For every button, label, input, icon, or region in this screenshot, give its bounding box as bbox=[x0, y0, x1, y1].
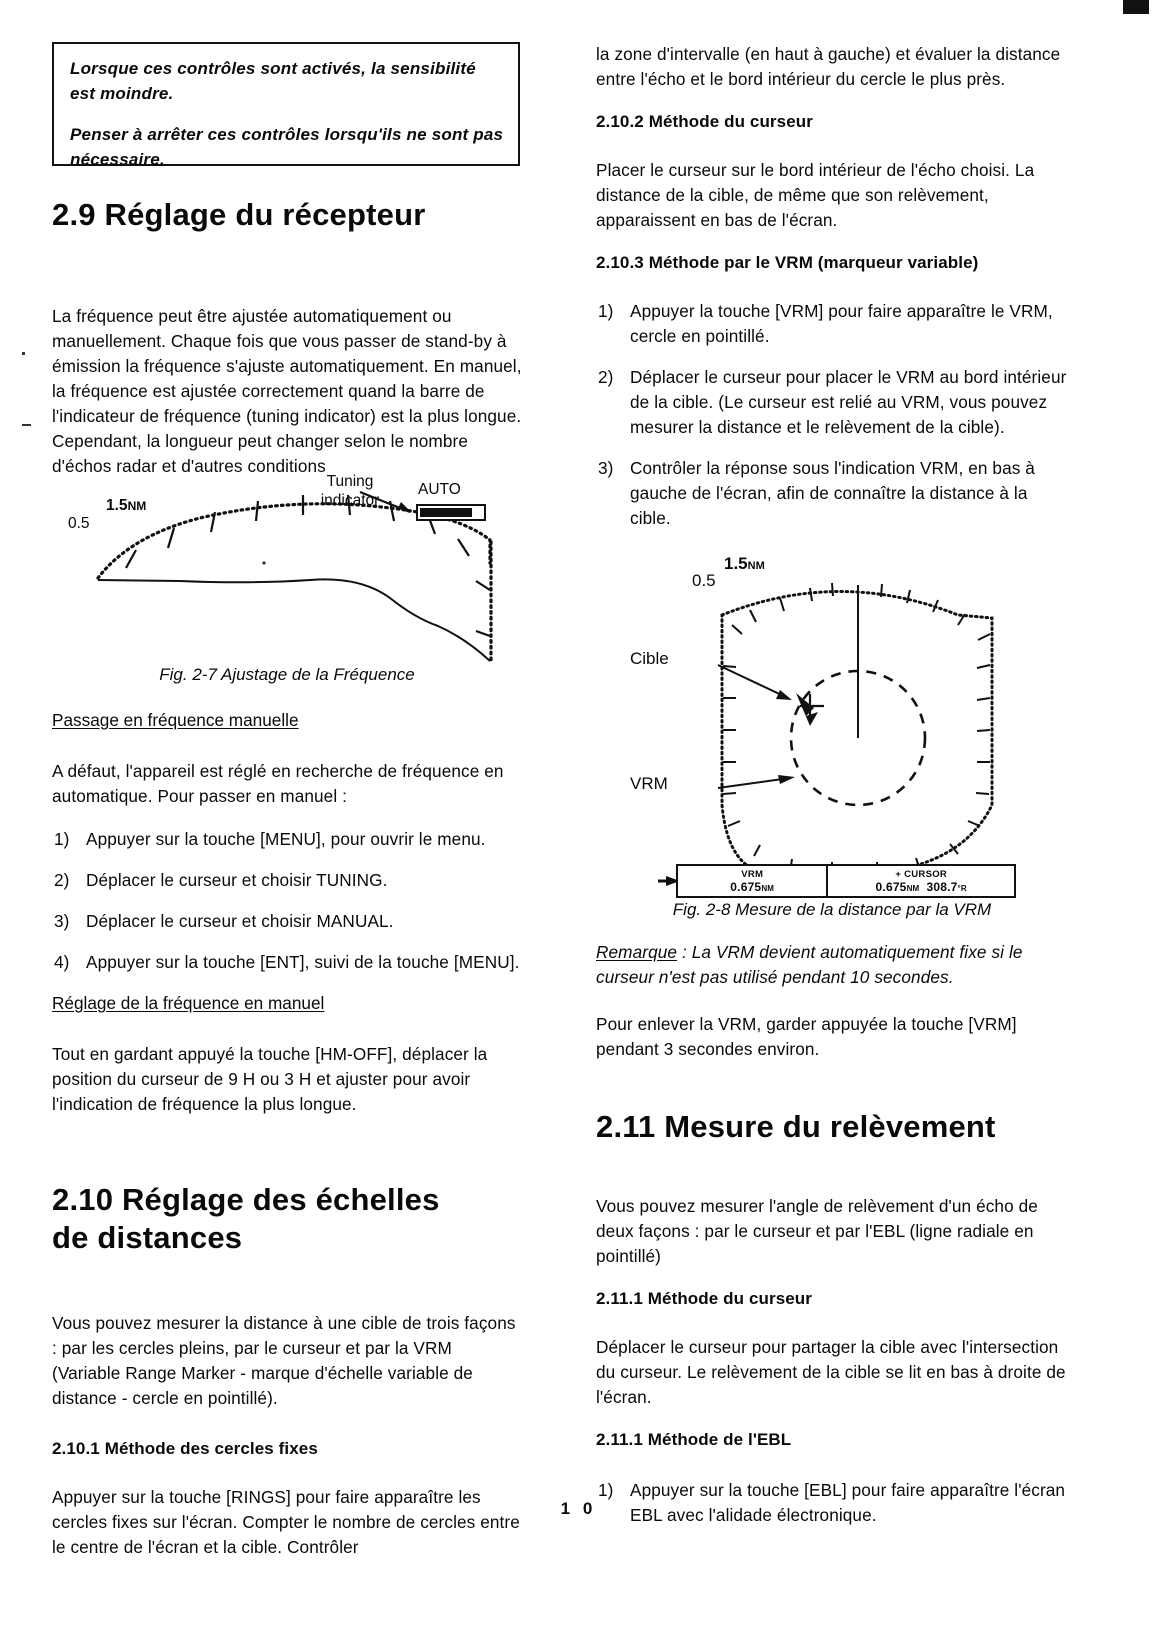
left-column-lower bbox=[52, 708, 522, 1578]
continuation-paragraph: la zone d'intervalle (en haut à gauche) et évaluer la distance entre l'écho et le bord intérieur du cercle le plus près. bbox=[596, 44, 1061, 89]
fig-2-8-label-cible: Cible bbox=[630, 649, 669, 668]
scan-speck-left-upper bbox=[22, 352, 25, 355]
vrm-distance-unit: NM bbox=[761, 883, 775, 893]
cursor-bearing-unit: °R bbox=[957, 883, 967, 893]
list-text: Appuyer sur la touche [MENU], pour ouvrir le menu. bbox=[86, 829, 486, 849]
figure-2-7-caption: Fig. 2-7 Ajustage de la Fréquence bbox=[159, 665, 415, 684]
list-item bbox=[596, 456, 1068, 531]
list-marker: 4) bbox=[54, 952, 70, 972]
vrm-readout-header: VRM bbox=[741, 868, 764, 880]
left-column bbox=[52, 196, 522, 497]
list-marker: 2) bbox=[54, 870, 70, 890]
subsection-2-10-1-text: Appuyer sur la touche [RINGS] pour faire apparaître les cercles fixes sur l'écran. Compter le nombre de cercles entre le centre de l'écran et la cible. Contrôler bbox=[52, 1487, 520, 1557]
fig-2-8-label-range bbox=[724, 553, 765, 577]
fig-2-8-range-value: 1.5 bbox=[724, 554, 748, 573]
list-marker: 2) bbox=[598, 367, 614, 387]
right-column bbox=[596, 42, 1068, 547]
subsection-2-10-2-text: Placer le curseur sur le bord intérieur de l'écho choisi. La distance de la cible, de même que son relèvement, apparaissent en bas de l'écran. bbox=[596, 160, 1035, 230]
remark-text: : La VRM devient automatiquement fixe si le curseur n'est pas utilisé pendant 10 secondes. bbox=[596, 942, 1023, 987]
right-column-lower bbox=[596, 940, 1074, 1544]
vrm-readout-value bbox=[678, 881, 826, 895]
list-item bbox=[52, 868, 522, 893]
cursor-readout-header: + CURSOR bbox=[895, 868, 948, 880]
cursor-readout-value bbox=[828, 881, 1014, 895]
list-text: Contrôler la réponse sous l'indication VRM, en bas à gauche de l'écran, afin de connaître la distance à la cible. bbox=[630, 458, 1035, 528]
list-text: Appuyer la touche [VRM] pour faire apparaître le VRM, cercle en pointillé. bbox=[630, 301, 1053, 346]
remove-vrm-paragraph: Pour enlever la VRM, garder appuyée la touche [VRM] pendant 3 secondes environ. bbox=[596, 1014, 1017, 1059]
manual-switch-intro: A défaut, l'appareil est réglé en recherche de fréquence en automatique. Pour passer en manuel : bbox=[52, 761, 504, 806]
fig-2-7-label-0-5: 0.5 bbox=[68, 515, 90, 532]
section-2-10-heading-line1: 2.10 Réglage des échelles bbox=[52, 1182, 440, 1217]
section-2-10-heading-line2: de distances bbox=[52, 1220, 243, 1255]
figure-2-8-caption-wrap bbox=[596, 898, 1068, 922]
section-2-11-intro: Vous pouvez mesurer l'angle de relèvement d'un écho de deux façons : par le curseur et par l'EBL (ligne radiale en pointillé) bbox=[596, 1196, 1038, 1266]
cursor-bearing-number: 308.7 bbox=[926, 879, 958, 894]
fig-2-7-label-tuning-indicator: Tuning indicator bbox=[320, 473, 380, 509]
list-text: Déplacer le curseur pour placer le VRM au bord intérieur de la cible. (Le curseur est relié au VRM, vous pouvez mesurer la distance et le relèvement de la cible). bbox=[630, 367, 1067, 437]
subsection-2-11-1-heading: 2.11.1 Méthode du curseur bbox=[596, 1289, 813, 1308]
vrm-step-list bbox=[596, 299, 1068, 531]
page-number: 1 0 bbox=[560, 1499, 597, 1518]
radar-readout-box bbox=[676, 864, 1016, 898]
scan-corner-artifact bbox=[1123, 0, 1149, 14]
list-marker: 3) bbox=[54, 911, 70, 931]
figure-2-7-caption-wrap bbox=[52, 663, 522, 687]
list-item bbox=[596, 365, 1068, 440]
list-text: Déplacer le curseur et choisir TUNING. bbox=[86, 870, 388, 890]
subsection-2-10-3-heading: 2.10.3 Méthode par le VRM (marqueur variable) bbox=[596, 253, 979, 272]
fig-2-8-label-0-5: 0.5 bbox=[692, 571, 716, 590]
cursor-distance-number: 0.675 bbox=[875, 879, 907, 894]
cursor-readout-cell bbox=[828, 866, 1014, 896]
figure-2-8-caption: Fig. 2-8 Mesure de la distance par la VRM bbox=[672, 900, 992, 919]
list-marker: 1) bbox=[54, 829, 70, 849]
section-2-9-heading: 2.9 Réglage du récepteur bbox=[52, 197, 426, 232]
fig-2-7-label-range bbox=[106, 496, 146, 516]
figure-2-7 bbox=[60, 468, 530, 673]
manual-switch-step-list bbox=[52, 827, 522, 975]
fig-2-7-range-unit: NM bbox=[127, 499, 147, 513]
list-marker: 1) bbox=[598, 1480, 614, 1500]
list-item bbox=[52, 827, 522, 852]
radar-screen-graphic bbox=[620, 530, 1060, 890]
remark-paragraph bbox=[596, 940, 1074, 990]
list-item bbox=[52, 909, 522, 934]
subsection-2-10-2-heading: 2.10.2 Méthode du curseur bbox=[596, 112, 813, 131]
section-2-9-intro: La fréquence peut être ajustée automatiquement ou manuellement. Chaque fois que vous passer de stand-by à émission la fréquence s'ajuste automatiquement. En manuel, la fréquence est ajustée correctement quand la barre de l'indicateur de fréquence (tuning indicator) est la plus longue. Cependant, la longueur peut changer selon le nombre d'échos radar et d'autres conditions bbox=[52, 306, 522, 476]
fig-2-8-range-unit: NM bbox=[747, 560, 765, 572]
subhead-reglage-frequence-manuel: Réglage de la fréquence en manuel bbox=[52, 993, 325, 1013]
fig-2-7-label-auto: AUTO bbox=[418, 481, 461, 498]
fig-2-7-range-value: 1.5 bbox=[106, 497, 128, 514]
warning-line-2: Penser à arrêter ces contrôles lorsqu'ils ne sont pas nécessaire. bbox=[70, 125, 504, 169]
figure-2-8 bbox=[620, 530, 1060, 894]
list-text: Appuyer sur la touche [EBL] pour faire apparaître l'écran EBL avec l'alidade électronique. bbox=[630, 1480, 1066, 1525]
warning-box bbox=[52, 42, 520, 169]
list-text: Appuyer sur la touche [ENT], suivi de la touche [MENU]. bbox=[86, 952, 520, 972]
subsection-2-10-1-heading: 2.10.1 Méthode des cercles fixes bbox=[52, 1439, 318, 1458]
section-2-11-heading: 2.11 Mesure du relèvement bbox=[596, 1109, 996, 1144]
remark-label: Remarque bbox=[596, 942, 678, 962]
vrm-readout-cell bbox=[678, 866, 828, 896]
list-item bbox=[596, 299, 1068, 349]
manual-tuning-paragraph: Tout en gardant appuyé la touche [HM-OFF], déplacer la position du curseur de 9 H ou 3 H et ajuster pour avoir l'indication de fréquence la plus longue. bbox=[52, 1044, 488, 1114]
section-2-10-intro: Vous pouvez mesurer la distance à une cible de trois façons : par les cercles pleins, par le curseur et par la VRM (Variable Range Marker - marque d'échelle variable de distance - cercle en pointillé). bbox=[52, 1313, 516, 1408]
scan-speck-left-lower bbox=[22, 424, 31, 426]
vrm-distance-number: 0.675 bbox=[730, 879, 762, 894]
list-item bbox=[52, 950, 522, 975]
warning-line-1: Lorsque ces contrôles sont activés, la sensibilité est moindre. bbox=[70, 59, 476, 103]
subsection-2-11-1b-heading: 2.11.1 Méthode de l'EBL bbox=[596, 1430, 792, 1449]
list-marker: 3) bbox=[598, 458, 614, 478]
subsection-2-11-1-text: Déplacer le curseur pour partager la cible avec l'intersection du curseur. Le relèvement de la cible se lit en bas à droite de l'écran. bbox=[596, 1337, 1066, 1407]
subhead-passage-frequence-manuelle: Passage en fréquence manuelle bbox=[52, 710, 299, 730]
fig-2-8-label-vrm: VRM bbox=[630, 774, 668, 793]
list-text: Déplacer le curseur et choisir MANUAL. bbox=[86, 911, 394, 931]
cursor-distance-unit: NM bbox=[906, 883, 920, 893]
list-marker: 1) bbox=[598, 301, 614, 321]
tuning-indicator-bar bbox=[416, 504, 486, 521]
